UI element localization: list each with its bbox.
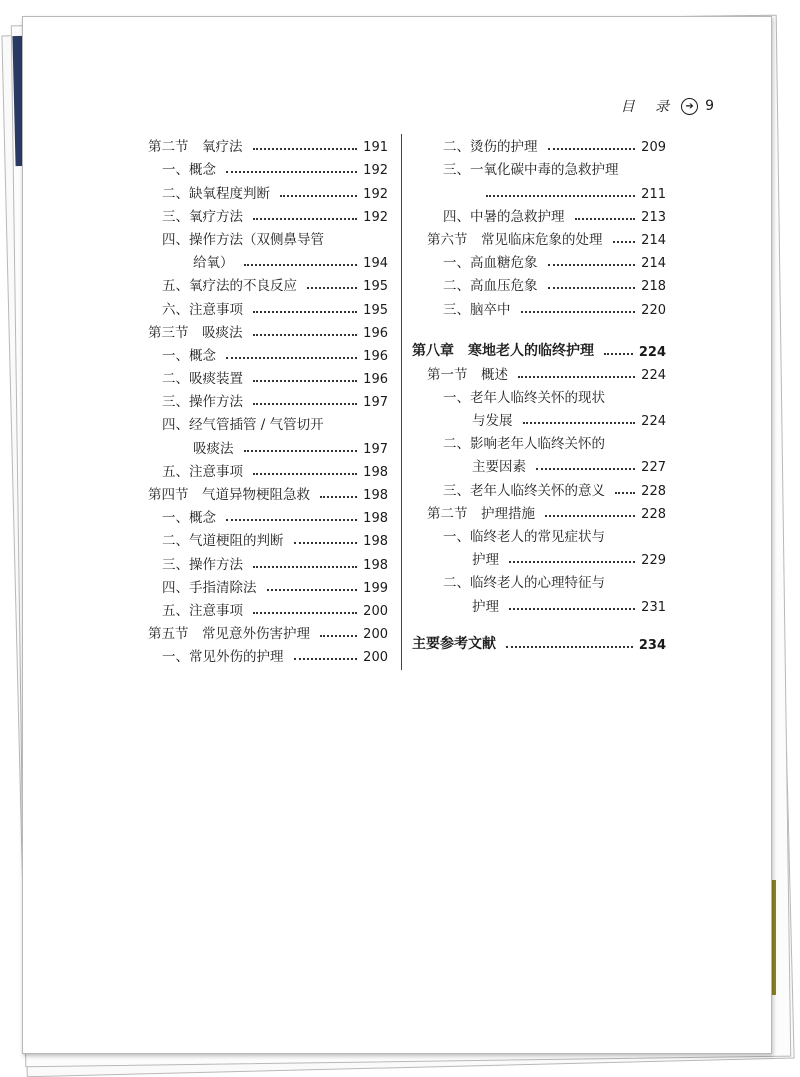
toc-label: 三、一氧化碳中毒的急救护理 [443,162,619,179]
leader-dots [523,422,636,424]
column-divider [401,134,402,670]
toc-page: 200 [363,603,388,619]
toc-label: 三、操作方法 [162,394,243,411]
toc-label: 五、注意事项 [162,602,243,619]
leader-dots [615,492,635,494]
toc-page: 224 [641,367,666,383]
toc-page: 224 [638,344,666,360]
toc-entry[interactable] [148,549,388,572]
toc-entry[interactable] [148,433,388,456]
toc-label: 六、注意事项 [162,301,243,318]
toc-entry[interactable] [148,294,388,317]
toc-page: 211 [641,186,666,202]
toc-entry[interactable] [148,619,388,642]
toc-page: 198 [363,557,388,573]
toc-entry[interactable] [412,452,666,475]
leader-dots [253,612,357,614]
toc-page: 227 [641,460,666,476]
toc-label: 一、概念 [162,510,216,527]
running-head-title: 目 录 [620,99,678,115]
toc-label: 二、高血压危象 [443,278,538,295]
toc-label: 第八章 寒地老人的临终护理 [412,342,594,359]
toc-entry[interactable] [412,475,666,498]
toc-entry[interactable] [148,248,388,271]
toc-label: 第一节 概述 [427,366,508,383]
toc-entry[interactable] [412,545,666,568]
leader-dots [536,468,635,470]
leader-dots [253,473,357,475]
toc-entry[interactable] [412,202,666,225]
toc-label: 三、氧疗方法 [162,208,243,225]
toc-entry[interactable] [412,383,666,406]
toc-label: 四、操作方法（双侧鼻导管 [162,231,324,248]
leader-dots [267,589,358,591]
toc-left-column [148,132,388,665]
toc-entry[interactable] [148,387,388,410]
toc-right-column [412,132,666,653]
toc-label: 护理 [472,552,499,569]
toc-entry[interactable] [412,271,666,294]
toc-label: 一、常见外伤的护理 [162,649,284,666]
leader-dots [575,218,636,220]
toc-page: 197 [363,395,388,411]
leader-dots [604,353,633,355]
leader-dots [486,195,635,197]
toc-page: 200 [363,627,388,643]
leader-dots [320,635,357,637]
toc-chapter-entry[interactable] [412,625,666,653]
toc-page: 214 [641,256,666,272]
toc-entry[interactable] [148,155,388,178]
toc-entry[interactable] [148,480,388,503]
toc-page: 214 [641,232,666,248]
leader-dots [253,403,357,405]
leader-dots [226,357,357,359]
leader-dots [280,195,357,197]
leader-dots [253,311,357,313]
toc-label: 第四节 气道异物梗阻急救 [148,487,310,503]
toc-label: 第六节 常见临床危象的处理 [427,231,603,248]
leader-dots [548,287,636,289]
toc-label: 一、老年人临终关怀的现状 [443,389,605,406]
leader-dots [613,241,636,243]
toc-entry[interactable] [412,178,666,201]
leader-dots [294,658,358,660]
toc-page: 194 [363,256,388,272]
toc-entry[interactable] [148,225,388,248]
toc-page: 224 [641,414,666,430]
toc-entry[interactable] [148,341,388,364]
page-number: 9 [705,98,714,114]
leader-dots [521,311,636,313]
toc-page: 198 [363,464,388,480]
toc-page: 192 [363,163,388,179]
toc-label: 二、气道梗阻的判断 [162,533,284,550]
toc-page: 198 [363,488,388,503]
leader-dots [244,264,358,266]
toc-label: 主要因素 [472,459,526,476]
toc-label: 三、脑卒中 [443,301,511,318]
toc-entry[interactable] [412,499,666,522]
toc-label: 五、注意事项 [162,463,243,480]
toc-entry[interactable] [412,406,666,429]
toc-page: 196 [363,348,388,364]
arrow-right-circle-icon: ➔ [681,98,698,115]
toc-page: 197 [363,441,388,457]
toc-label: 二、吸痰装置 [162,371,243,388]
toc-page: 213 [641,209,666,225]
leader-dots [545,515,635,517]
toc-label: 二、缺氧程度判断 [162,185,270,202]
leader-dots [253,334,358,336]
leader-dots [307,287,357,289]
toc-entry[interactable] [412,429,666,452]
leader-dots [509,608,635,610]
toc-label: 给氧） [193,255,234,272]
toc-entry[interactable] [412,248,666,271]
toc-page: 195 [363,279,388,295]
toc-entry[interactable] [412,591,666,614]
toc-chapter-entry[interactable] [412,332,666,360]
leader-dots [294,542,358,544]
toc-label: 四、手指清除法 [162,579,257,596]
toc-label: 第三节 吸痰法 [148,324,243,341]
toc-page: 234 [638,637,666,653]
leader-dots [253,148,358,150]
toc-label: 二、影响老年人临终关怀的 [443,436,605,453]
toc-label: 五、氧疗法的不良反应 [162,278,297,295]
toc-label: 一、概念 [162,347,216,364]
toc-label: 与发展 [472,413,513,430]
toc-label: 三、操作方法 [162,556,243,573]
leader-dots [226,519,357,521]
toc-entry[interactable] [148,410,388,433]
toc-page: 192 [363,186,388,202]
toc-label: 第五节 常见意外伤害护理 [148,626,310,643]
toc-entry[interactable] [412,155,666,178]
toc-page: 228 [641,483,666,499]
toc-page: 220 [641,302,666,318]
toc-entry[interactable] [148,271,388,294]
toc-page: 231 [641,599,666,615]
toc-label: 四、经气管插管 / 气管切开 [162,417,324,434]
toc-label: 三、老年人临终关怀的意义 [443,482,605,499]
toc-entry[interactable] [148,503,388,526]
toc-entry[interactable] [148,596,388,619]
leader-dots [548,264,636,266]
toc-entry[interactable] [412,294,666,317]
toc-page: 218 [641,279,666,295]
toc-label: 一、概念 [162,162,216,179]
toc-entry[interactable] [148,526,388,549]
leader-dots [244,450,358,452]
leader-dots [253,566,357,568]
leader-dots [226,171,357,173]
leader-dots [320,496,357,498]
toc-entry[interactable] [412,568,666,591]
toc-entry[interactable] [148,318,388,341]
toc-page: 199 [363,580,388,596]
toc-label: 二、临终老人的心理特征与 [443,575,605,592]
toc-entry[interactable] [148,202,388,225]
toc-page: 198 [363,511,388,527]
toc-label: 第二节 护理措施 [427,505,535,522]
toc-label: 四、中暑的急救护理 [443,208,565,225]
toc-page: 198 [363,534,388,550]
toc-entry[interactable] [148,178,388,201]
toc-page: 191 [363,140,388,156]
toc-label: 主要参考文献 [412,635,496,652]
toc-page: 192 [363,209,388,225]
toc-entry[interactable] [412,360,666,383]
leader-dots [506,646,633,648]
toc-page: 228 [641,506,666,522]
toc-label: 第二节 氧疗法 [148,139,243,156]
leader-dots [509,561,635,563]
toc-label: 护理 [472,598,499,615]
leader-dots [518,376,635,378]
toc-entry[interactable] [148,364,388,387]
toc-page: 196 [363,372,388,388]
toc-page: 196 [363,325,388,341]
toc-entry[interactable] [148,573,388,596]
toc-entry[interactable] [412,132,666,155]
toc-entry[interactable] [148,642,388,665]
running-head [621,96,714,116]
toc-page: 200 [363,650,388,666]
toc-page: 195 [363,302,388,318]
toc-page: 209 [641,140,666,156]
toc-page: 229 [641,553,666,569]
leader-dots [253,380,357,382]
leader-dots [253,218,357,220]
toc-entry[interactable] [148,132,388,155]
toc-label: 一、临终老人的常见症状与 [443,529,605,545]
leader-dots [548,148,636,150]
toc-label: 二、烫伤的护理 [443,139,538,156]
toc-label: 一、高血糖危象 [443,255,538,272]
toc-label: 吸痰法 [193,440,234,457]
toc-entry[interactable] [412,225,666,248]
toc-entry[interactable] [412,522,666,545]
toc-entry[interactable] [148,457,388,480]
